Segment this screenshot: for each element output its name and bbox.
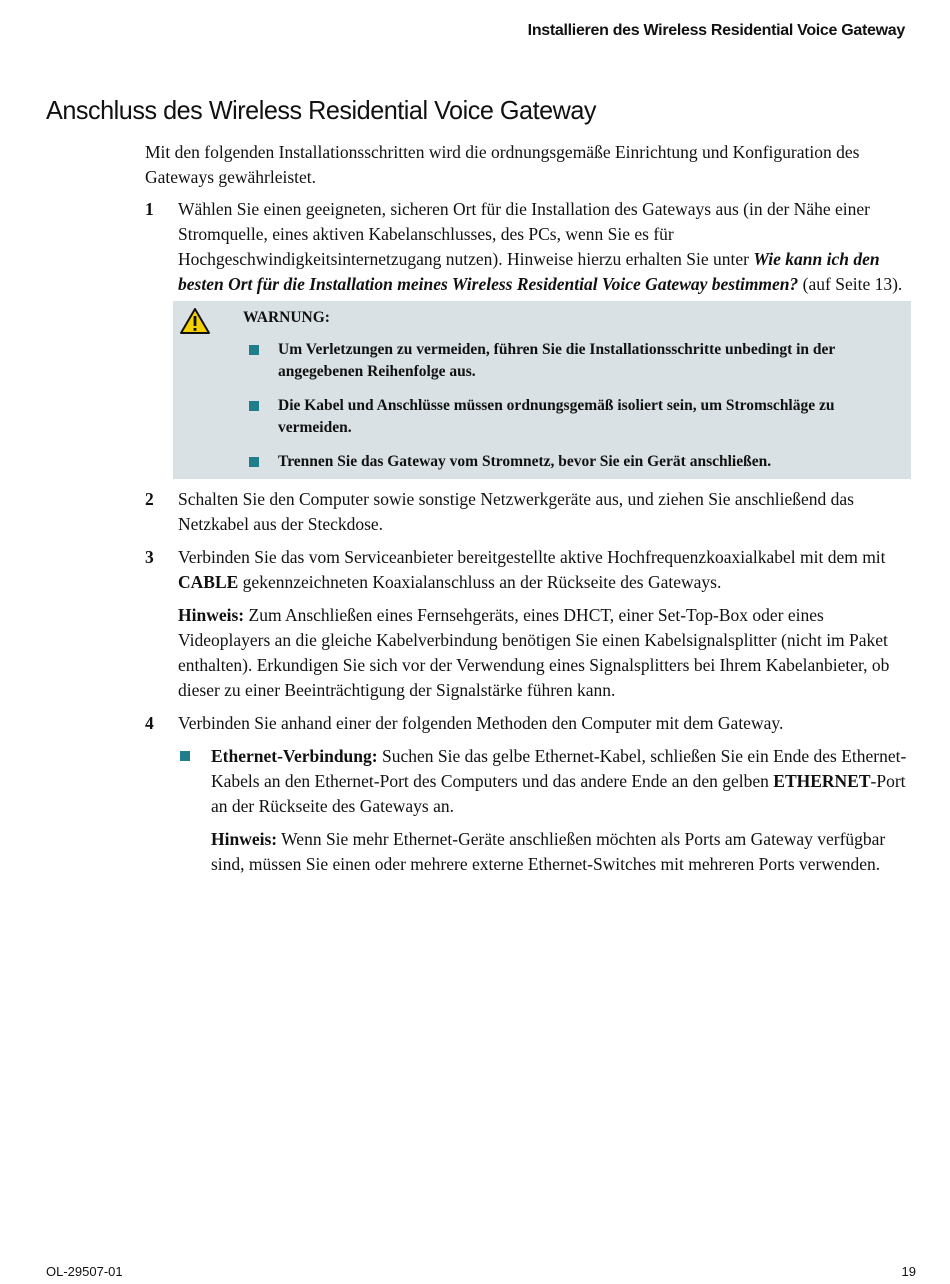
content (145, 140, 910, 885)
list-item-ethernet: Ethernet-Verbindung: Suchen Sie das gelbe Ethernet-Kabel, schließen Sie ein Ende des Ethernet-Kabels an den Ethernet-Port des Computers und das andere Ende an den gelben ETHERNET-Port an der Rückseite des Gateways an. Hinweis: Wenn Sie mehr Ethernet-Geräte anschließen möchten als Ports am Gateway verfügbar sind, müssen Sie einen oder mehrere externe Ethernet-Switches mit mehreren Ports verwenden. (211, 744, 910, 877)
step-4 (145, 711, 910, 877)
note-label: Hinweis: (178, 605, 245, 625)
step-2 (145, 487, 910, 537)
step-number: 1 (145, 199, 154, 219)
cable-label: CABLE (178, 572, 239, 592)
ethernet-label: Ethernet-Verbindung: (211, 746, 378, 766)
step-text: Verbinden Sie anhand einer der folgenden Methoden den Computer mit dem Gateway. (178, 713, 784, 733)
step-text: Schalten Sie den Computer sowie sonstige Netzwerkgeräte aus, und ziehen Sie anschließend das Netzkabel aus der Steckdose. (178, 489, 854, 534)
step-1 (145, 197, 910, 479)
footer-doc-id: OL-29507-01 (46, 1264, 123, 1279)
step-text-b: (auf Seite 13). (798, 274, 903, 294)
warning-box (173, 301, 911, 479)
intro-paragraph: Mit den folgenden Installationsschritten wird die ordnungsgemäße Einrichtung und Konfiguration des Gateways gewährleistet. (145, 142, 860, 187)
step-text (178, 197, 910, 297)
note-label: Hinweis: (211, 829, 278, 849)
square-bullet-icon (249, 345, 259, 355)
square-bullet-icon (180, 751, 190, 761)
warning-list (173, 339, 911, 473)
step-text-a: Wählen Sie einen geeigneten, sicheren Ort für die Installation des Gateways aus (in der Nähe einer Stromquelle, eines aktiven Kabelanschlusses, des PCs, wenn Sie es für Hochgeschwindigkeitsinternetzugang nutzen). Hinweise hierzu erhalten Sie unter (178, 199, 870, 269)
running-header: Installieren des Wireless Residential Voice Gateway (527, 22, 905, 39)
step-number: 4 (145, 713, 154, 733)
square-bullet-icon (249, 457, 259, 467)
note-paragraph: Hinweis: Zum Anschließen eines Fernsehgeräts, eines DHCT, einer Set-Top-Box oder eines Videoplayers an die gleiche Kabelverbindung benötigen Sie einen Kabelsignalsplitter (nicht im Paket enthalten). Erkundigen Sie sich vor der Verwendung eines Signalsplitters bei Ihrem Kabelanbieter, ob dieser zu einer Beeinträchtigung der Signalstärke führen kann. (178, 605, 890, 700)
step-number: 3 (145, 547, 154, 567)
section-title: Anschluss des Wireless Residential Voice Gateway (46, 95, 597, 125)
warning-item: Die Kabel und Anschlüsse müssen ordnungsgemäß isoliert sein, um Stromschläge zu vermeiden. (278, 395, 911, 439)
step-text: Verbinden Sie das vom Serviceanbieter bereitgestellte aktive Hochfrequenzkoaxialkabel mit dem mit CABLE gekennzeichneten Koaxialanschluss an der Rückseite des Gateways. (178, 547, 886, 592)
square-bullet-icon (249, 401, 259, 411)
warning-triangle-icon (179, 307, 211, 335)
warning-heading: WARNUNG: (243, 309, 330, 326)
cross-reference-link[interactable]: Wie kann ich den besten Ort für die Installation meines Wireless Residential Voice Gateway bestimmen? (178, 249, 880, 294)
warning-item: Um Verletzungen zu vermeiden, führen Sie die Installationsschritte unbedingt in der angegebenen Reihenfolge aus. (278, 339, 911, 383)
footer-page-number: 19 (901, 1264, 916, 1279)
step-number: 2 (145, 489, 154, 509)
ethernet-port-label: ETHERNET (773, 771, 871, 791)
connection-methods-list (178, 744, 910, 877)
note-paragraph: Hinweis: Wenn Sie mehr Ethernet-Geräte anschließen möchten als Ports am Gateway verfügbar sind, müssen Sie einen oder mehrere externe Ethernet-Switches mit mehreren Ports verwenden. (211, 829, 886, 874)
warning-item: Trennen Sie das Gateway vom Stromnetz, bevor Sie ein Gerät anschließen. (278, 451, 911, 473)
step-3 (145, 545, 910, 703)
